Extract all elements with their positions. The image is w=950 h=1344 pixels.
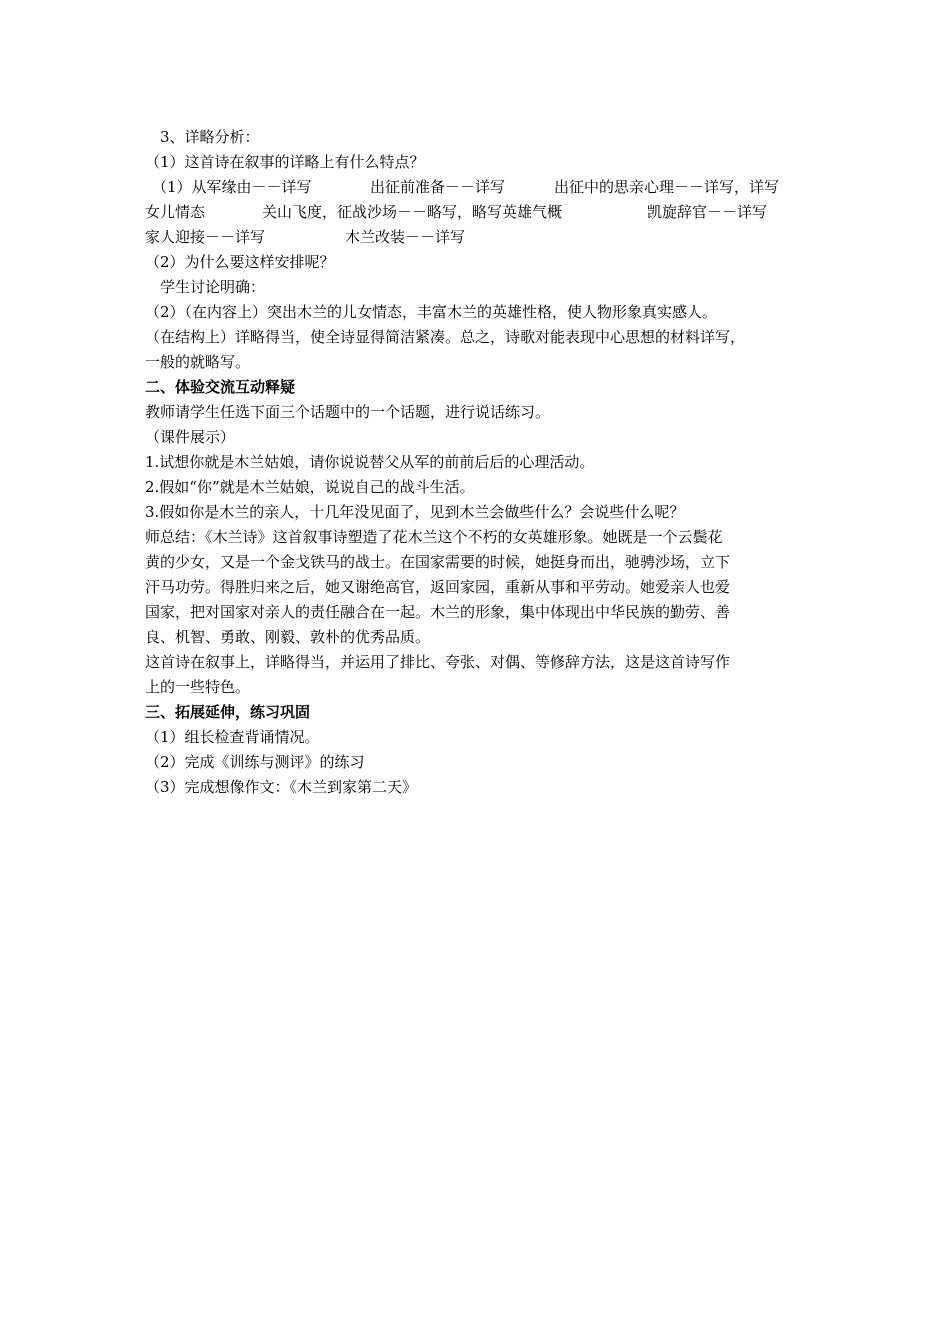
section-3-heading: 3、详略分析：	[160, 128, 260, 146]
answer-1-row-2-col-1: 女儿情态	[145, 203, 206, 221]
topic-2: 2.假如“你”就是木兰姑娘，说说自己的战斗生活。	[145, 478, 475, 496]
summary-line-3: 汗马功劳。得胜归来之后，她又谢绝高官，返回家园，重新从事和平劳动。她爱亲人也爱	[145, 578, 731, 596]
task-2: （2）完成《训练与测评》的练习	[145, 753, 365, 771]
summary-line-1: 师总结：《木兰诗》这首叙事诗塑造了花木兰这个不朽的女英雄形象。她既是一个云鬓花	[145, 528, 723, 546]
question-1: （1）这首诗在叙事的详略上有什么特点？	[145, 153, 425, 171]
task-3: （3）完成想像作文：《木兰到家第二天》	[145, 778, 418, 796]
part-2-intro: 教师请学生任选下面三个话题中的一个话题，进行说话练习。	[145, 403, 551, 421]
answer-2-line-2: （在结构上）详略得当，使全诗显得简洁紧凑。总之，诗歌对能表现中心思想的材料详写，	[145, 328, 746, 346]
answer-1-row-1-col-2: 出征前准备－－详写	[370, 178, 506, 196]
answer-1-row-1-col-3: 出征中的思亲心理－－详写，详写	[554, 178, 780, 196]
topic-3: 3.假如你是木兰的亲人，十几年没见面了，见到木兰会做些什么？会说些什么呢？	[145, 503, 685, 521]
question-2: （2）为什么要这样安排呢？	[145, 253, 335, 271]
summary-line-2: 黄的少女，又是一个金戈铁马的战士。在国家需要的时候，她挺身而出，驰骋沙场，立下	[145, 553, 731, 571]
answer-2-line-1: （2）（在内容上）突出木兰的儿女情态，丰富木兰的英雄性格，使人物形象真实感人。	[145, 303, 718, 321]
answer-2-line-3: 一般的就略写。	[145, 353, 251, 371]
topic-1: 1.试想你就是木兰姑娘，请你说说替父从军的前前后后的心理活动。	[145, 453, 595, 471]
feature-line-2: 上的一些特色。	[145, 678, 251, 696]
answer-1-row-1-col-1: （1）从军缘由－－详写	[152, 178, 312, 196]
task-1: （1）组长检查背诵情况。	[145, 728, 320, 746]
courseware-note: （课件展示）	[145, 428, 236, 446]
discussion-label: 学生讨论明确：	[160, 278, 266, 296]
answer-1-row-3-col-1: 家人迎接－－详写	[145, 228, 266, 246]
summary-line-5: 良、机智、勇敢、刚毅、敦朴的优秀品质。	[145, 628, 431, 646]
summary-line-4: 国家，把对国家对亲人的责任融合在一起。木兰的形象，集中体现出中华民族的勤劳、善	[145, 603, 731, 621]
answer-1-row-3-col-2: 木兰改装－－详写	[345, 228, 466, 246]
part-2-heading: 二、体验交流互动释疑	[145, 378, 296, 396]
part-3-heading: 三、拓展延伸，练习巩固	[145, 703, 311, 721]
feature-line-1: 这首诗在叙事上，详略得当，并运用了排比、夸张、对偶、等修辞方法，这是这首诗写作	[145, 653, 731, 671]
answer-1-row-2-col-2: 关山飞度，征战沙场－－略写，略写英雄气概	[262, 203, 563, 221]
answer-1-row-2-col-3: 凯旋辞官－－详写	[647, 203, 768, 221]
